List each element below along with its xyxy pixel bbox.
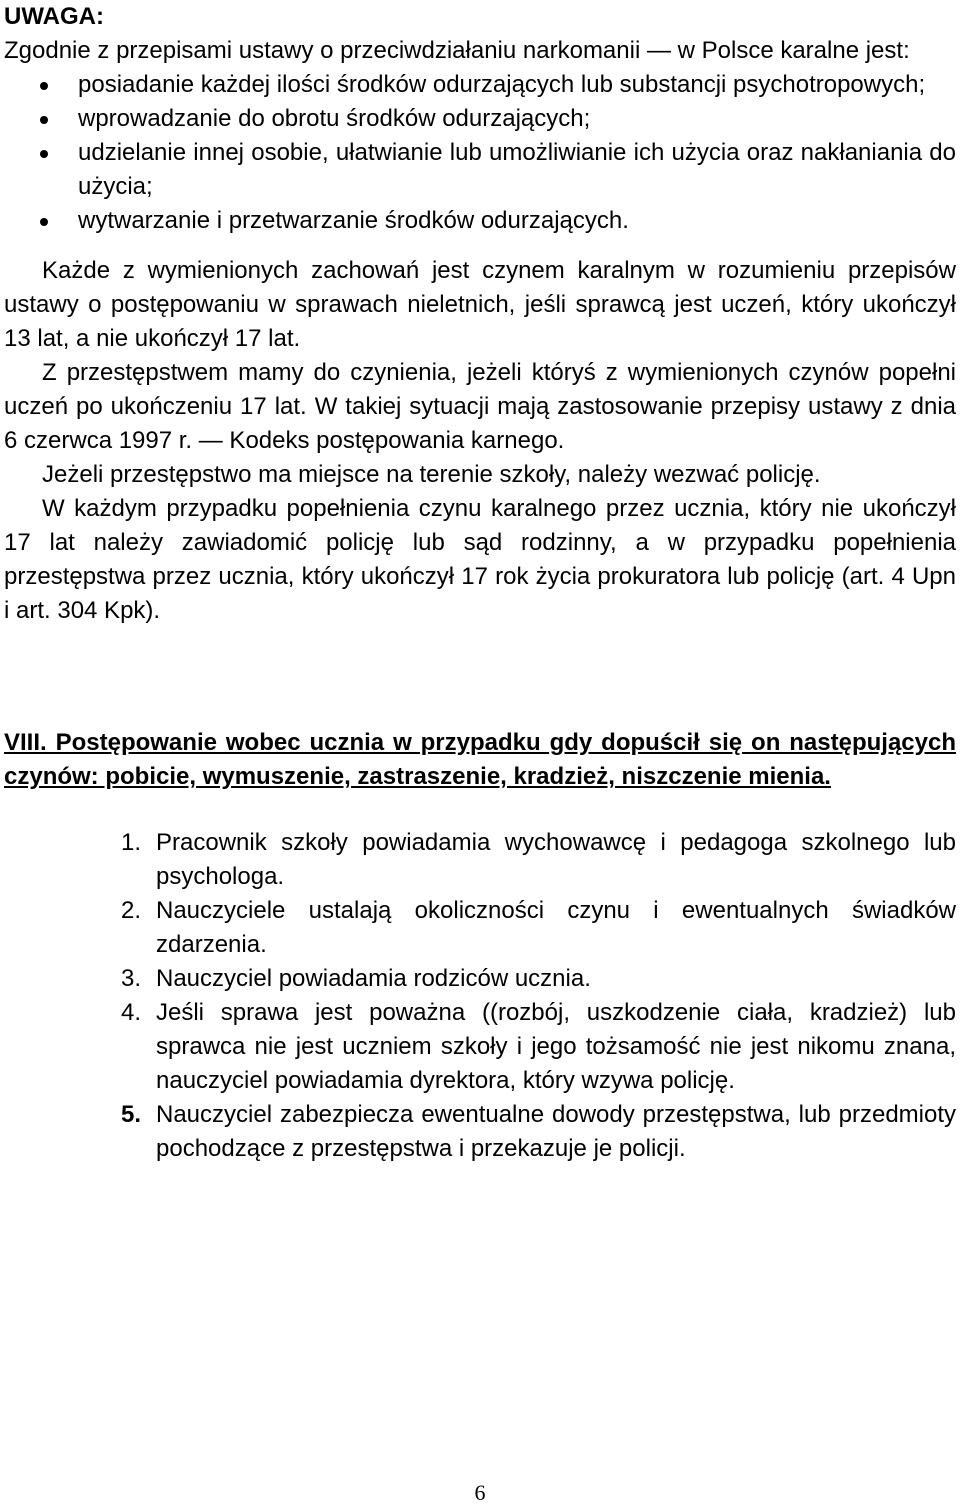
warning-title: UWAGA: xyxy=(4,3,104,30)
list-item: wytwarzanie i przetwarzanie środków odurzających. xyxy=(78,204,956,238)
paragraph-juvenile: Każde z wymienionych zachowań jest czynem karalnym w rozumieniu przepisów ustawy o postępowaniu w sprawach nieletnich, jeśli sprawcą jest uczeń, który ukończył 13 lat, a nie ukończył 17 lat. xyxy=(4,257,956,352)
list-item: posiadanie każdej ilości środków odurzających lub substancji psychotropowych; xyxy=(78,68,956,102)
step-text: Nauczyciel zabezpiecza ewentualne dowody przestępstwa, lub przedmioty pochodzące z przestępstwa i przekazuje je policji. xyxy=(156,1101,956,1162)
list-item: wprowadzanie do obrotu środków odurzających; xyxy=(78,102,956,136)
paragraph-call-police: Jeżeli przestępstwo ma miejsce na terenie szkoły, należy wezwać policję. xyxy=(42,461,821,488)
list-item xyxy=(121,962,956,996)
section-title: VIII. Postępowanie wobec ucznia w przypadku gdy dopuścił się on następujących czynów: pobicie, wymuszenie, zastraszenie, kradzież, niszczenie mienia. xyxy=(4,729,956,790)
procedure-steps-list xyxy=(4,826,956,1166)
step-number: 4. xyxy=(121,999,142,1026)
paragraph-notification: W każdym przypadku popełnienia czynu karalnego przez ucznia, który nie ukończył 17 lat należy zawiadomić policję lub sąd rodzinny, a w przypadku popełnienia przestępstwa przez ucznia, który ukończył 17 rok życia prokuratora lub policję (art. 4 Upn i art. 304 Kpk). xyxy=(4,495,956,624)
step-number: 1. xyxy=(121,829,142,856)
step-number: 3. xyxy=(121,965,142,992)
step-text: Jeśli sprawa jest poważna ((rozbój, uszkodzenie ciała, kradzież) lub sprawca nie jest uczniem szkoły i jego tożsamość nie jest nikomu znana, nauczyciel powiadamia dyrektora, który wzywa policję. xyxy=(156,999,956,1094)
step-text: Nauczyciele ustalają okoliczności czynu i ewentualnych świadków zdarzenia. xyxy=(156,897,956,958)
prohibited-acts-list xyxy=(4,68,956,238)
step-number: 2. xyxy=(121,897,142,924)
page-number: 6 xyxy=(474,1480,486,1505)
step-number: 5. xyxy=(121,1101,142,1128)
document-page xyxy=(4,0,956,1166)
step-text: Nauczyciel powiadamia rodziców ucznia. xyxy=(156,965,591,992)
list-item xyxy=(121,996,956,1098)
list-item: udzielanie innej osobie, ułatwianie lub umożliwianie ich użycia oraz nakłaniania do użycia; xyxy=(78,136,956,204)
step-text: Pracownik szkoły powiadamia wychowawcę i pedagoga szkolnego lub psychologa. xyxy=(156,829,956,890)
list-item xyxy=(121,1098,956,1166)
warning-intro: Zgodnie z przepisami ustawy o przeciwdziałaniu narkomanii — w Polsce karalne jest: xyxy=(4,37,910,64)
paragraph-crime: Z przestępstwem mamy do czynienia, jeżeli któryś z wymienionych czynów popełni uczeń po ukończeniu 17 lat. W takiej sytuacji mają zastosowanie przepisy ustawy z dnia 6 czerwca 1997 r. — Kodeks postępowania karnego. xyxy=(4,359,956,454)
list-item xyxy=(121,826,956,894)
list-item xyxy=(121,894,956,962)
